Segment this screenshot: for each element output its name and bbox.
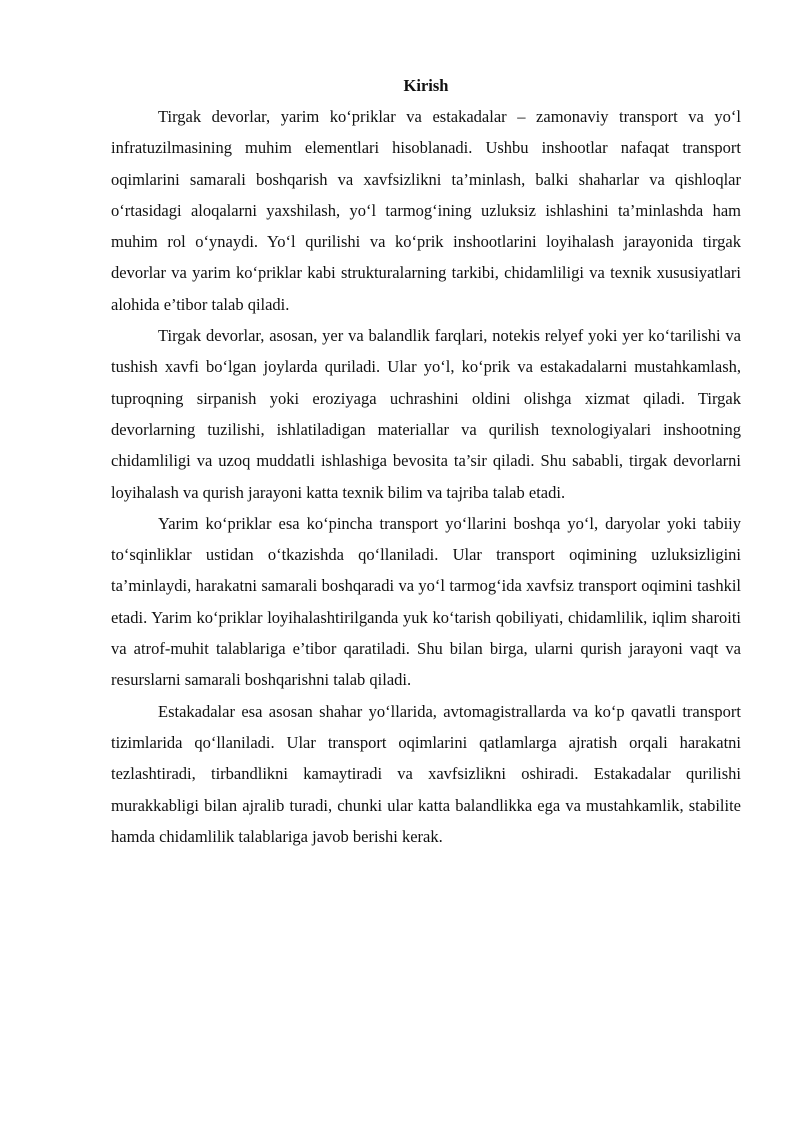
paragraph-retaining-walls: Tirgak devorlar, asosan, yer va balandlik farqlari, notekis relyef yoki yer ko‘tarilishi va tushish xavfi bo‘lgan joylarda quriladi. Ular yo‘l, ko‘prik va estakadalarni mustahkamlash, tuproqning sirpanish yoki eroziyaga uchrashini oldini olishga xizmat qiladi. Tirgak devorlarning tuzilishi, ishlatiladigan materiallar va qurilish texnologiyalari inshootning chidamliligi va uzoq muddatli ishlashiga bevosita ta’sir qiladi. Shu sababli, tirgak devorlarni loyihalash va qurish jarayoni katta texnik bilim va tajriba talab etadi. — [111, 326, 741, 502]
paragraph-intro: Tirgak devorlar, yarim ko‘priklar va estakadalar – zamonaviy transport va yo‘l infratuzilmasining muhim elementlari hisoblanadi. Ushbu inshootlar nafaqat transport oqimlarini samarali boshqarish va xavfsizlikni ta’minlash, balki shaharlar va qishloqlar o‘rtasidagi aloqalarni yaxshilash, yo‘l tarmog‘ining uzluksiz ishlashini ta’minlashda ham muhim rol o‘ynaydi. Yo‘l qurilishi va ko‘prik inshootlarini loyihalash jarayonida tirgak devorlar va yarim ko‘priklar kabi strukturalarning tarkibi, chidamliligi va texnik xususiyatlari alohida e’tibor talab qiladi. — [111, 107, 741, 314]
document-page — [111, 72, 741, 852]
page-title: Kirish — [403, 76, 449, 95]
paragraph-half-bridges: Yarim ko‘priklar esa ko‘pincha transport yo‘llarini boshqa yo‘l, daryolar yoki tabiiy to‘sqinliklar ustidan o‘tkazishda qo‘llaniladi. Ular transport oqimining uzluksizligini ta’minlaydi, harakatni samarali boshqaradi va yo‘l tarmog‘ida xavfsiz transport oqimini tashkil etadi. Yarim ko‘priklar loyihalashtirilganda yuk ko‘tarish qobiliyati, chidamlilik, iqlim sharoiti va atrof-muhit talablariga e’tibor qaratiladi. Shu bilan birga, ularni qurish jarayoni vaqt va resurslarni samarali boshqarishni talab qiladi. — [111, 513, 741, 690]
paragraph-overpasses: Estakadalar esa asosan shahar yo‘llarida, avtomagistrallarda va ko‘p qavatli transport tizimlarida qo‘llaniladi. Ular transport oqimlarini qatlamlarga ajratish orqali harakatni tezlashtiradi, tirbandlikni kamaytiradi va xavfsizlikni oshiradi. Estakadalar qurilishi murakkabligi bilan ajralib turadi, chunki ular katta balandlikka ega va mustahkamlik, stabilite hamda chidamlilik talablariga javob berishi kerak. — [111, 701, 741, 846]
